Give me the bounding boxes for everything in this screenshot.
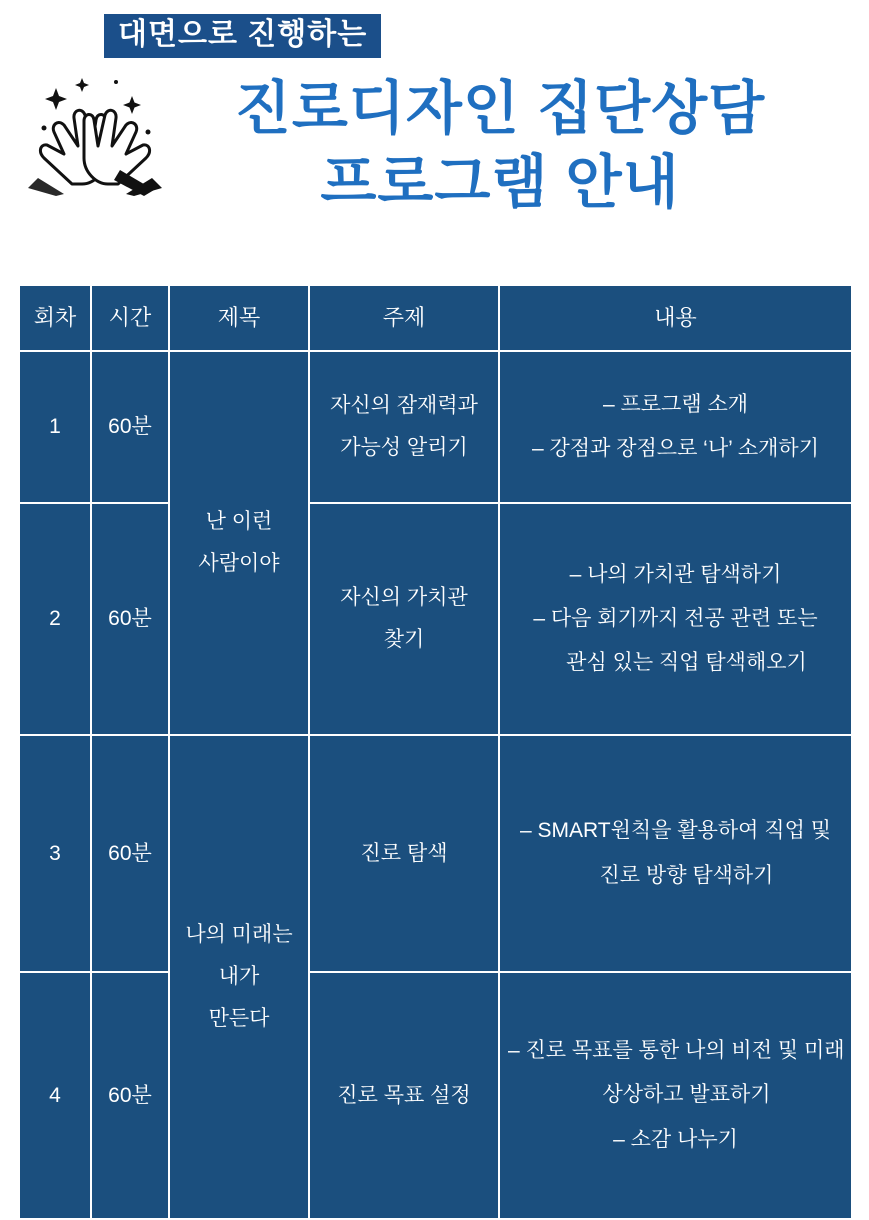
cell-time-2: 60분 [91,503,169,735]
table-header-row [19,285,852,351]
clapping-hands-icon [20,66,170,196]
title-text-line-1: 난 이런 [205,510,273,533]
column-header-time: 시간 [91,285,169,351]
cell-topic-3 [309,735,499,972]
content-line: – 프로그램 소개 [602,392,749,416]
title-text-line-3: 만든다 [208,1007,270,1030]
page-title [170,72,830,220]
title-line-1: 진로디자인 집단상담 [234,76,766,141]
topic-line-1: 진로 목표 설정 [337,1083,471,1107]
cell-topic-1 [309,351,499,503]
topic-line-2: 가능성 알리기 [340,436,468,459]
cell-topic-4 [309,972,499,1219]
cell-time-4: 60분 [91,972,169,1219]
content-line: – 나의 가치관 탐색하기 [569,562,782,586]
topic-line-1: 자신의 잠재력과 [330,394,478,417]
content-line: 진로 방향 탐색하기 [599,863,774,887]
content-line: 상상하고 발표하기 [602,1083,771,1107]
cell-round-1: 1 [19,351,91,503]
content-line: – 다음 회기까지 전공 관련 또는 [533,606,818,630]
cell-topic-2 [309,503,499,735]
content-line: – 소감 나누기 [613,1127,738,1151]
title-text-line-2: 사람이야 [198,552,280,575]
table-row [19,735,852,972]
content-line: – SMART원칙을 활용하여 직업 및 [520,819,831,843]
schedule-table-wrapper [18,284,851,1220]
cell-content-1 [499,351,852,503]
column-header-title: 제목 [169,285,309,351]
table-row [19,972,852,1219]
content-line: 관심 있는 직업 탐색해오기 [566,651,807,675]
title-text-line-2: 내가 [218,965,260,988]
cell-round-3: 3 [19,735,91,972]
cell-content-3 [499,735,852,972]
cell-time-3: 60분 [91,735,169,972]
page-header [0,0,869,268]
table-row [19,503,852,735]
column-header-round: 회차 [19,285,91,351]
cell-title-group-2 [169,735,309,1219]
cell-title-group-1 [169,351,309,735]
topic-line-2: 찾기 [383,628,425,651]
title-text-line-1: 나의 미래는 [185,923,293,946]
content-line: – 진로 목표를 통한 나의 비전 및 미래 [508,1039,845,1063]
eyebrow-label: 대면으로 진행하는 [104,14,381,58]
cell-content-2 [499,503,852,735]
column-header-content: 내용 [499,285,852,351]
content-line: – 강점과 장점으로 ‘나’ 소개하기 [532,437,819,460]
cell-time-1: 60분 [91,351,169,503]
schedule-table [18,284,853,1220]
cell-round-4: 4 [19,972,91,1219]
cell-round-2: 2 [19,503,91,735]
title-line-2: 프로그램 안내 [320,150,680,216]
table-row [19,351,852,503]
column-header-topic: 주제 [309,285,499,351]
cell-content-4 [499,972,852,1219]
topic-line-1: 자신의 가치관 [340,586,468,609]
topic-line-1: 진로 탐색 [360,841,448,865]
